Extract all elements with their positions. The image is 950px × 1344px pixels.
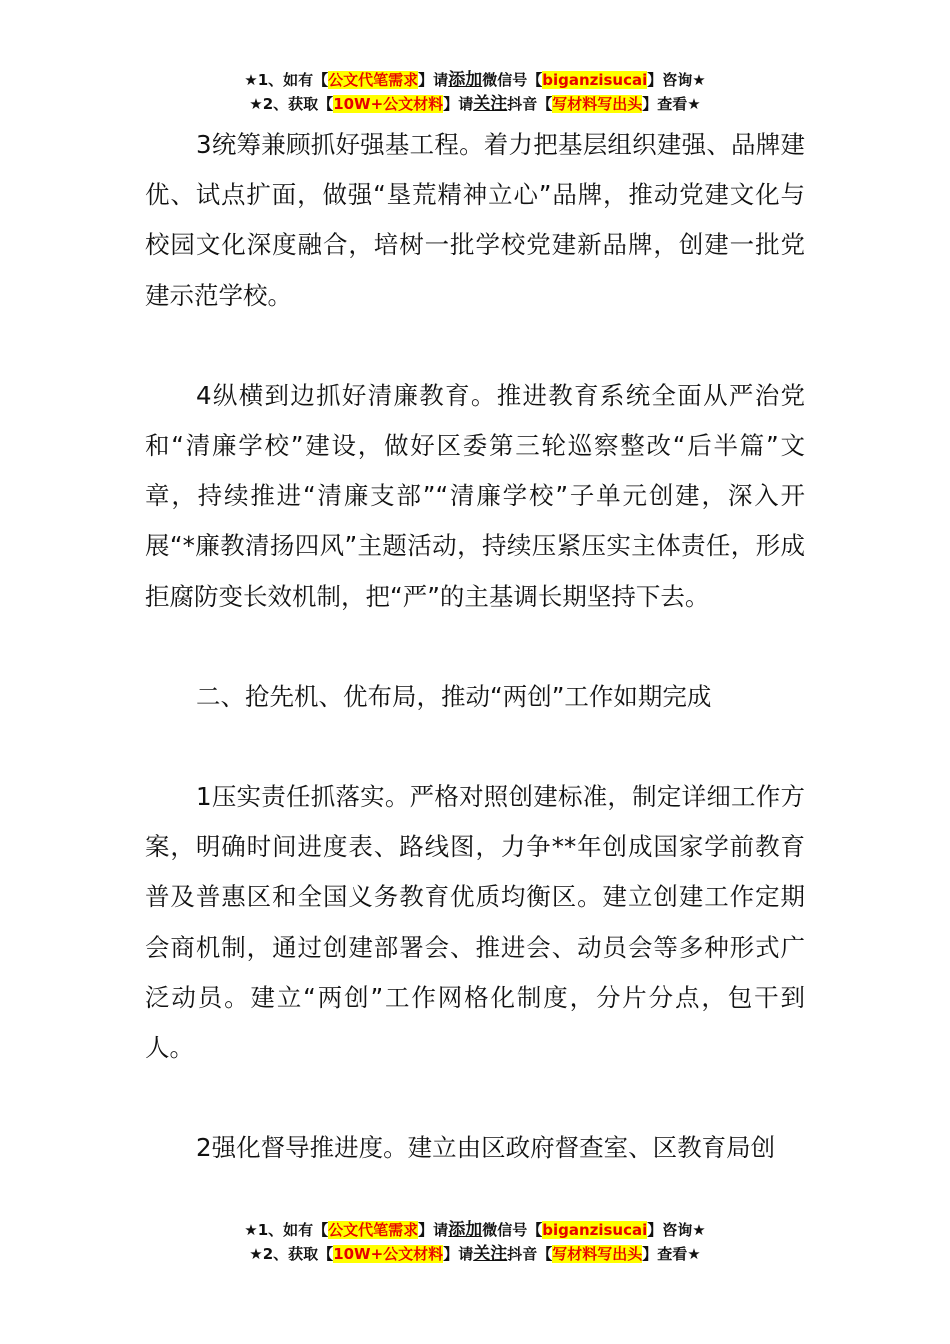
promo-text: 】咨询★ [647,1221,706,1239]
footer-promo-banner [0,1218,950,1266]
promo-line-1 [0,1218,950,1242]
promo-douyin-id: 写材料写出头 [552,1245,643,1263]
promo-text: ★2、获取【 [249,95,334,113]
promo-line-2 [0,92,950,116]
promo-text: 微信号【 [482,1221,543,1239]
promo-text: ★2、获取【 [249,1245,334,1263]
promo-highlight: 10W+公文材料 [333,95,444,113]
promo-underlined-text: 添加 [448,70,483,90]
section-heading: 二、抢先机、优布局，推动“两创”工作如期完成 [196,681,712,711]
promo-highlight: 公文代笔需求 [328,71,419,89]
promo-underlined-text: 关注 [473,1244,508,1264]
promo-line-2 [0,1242,950,1266]
promo-highlight: 公文代笔需求 [328,1221,419,1239]
promo-text: 抖音【 [507,1245,553,1263]
promo-wechat-id: biganzisucai [542,1221,648,1239]
promo-text: 抖音【 [507,95,553,113]
promo-text: 】咨询★ [647,71,706,89]
header-promo-banner [0,68,950,116]
promo-text: 】查看★ [642,1245,701,1263]
promo-highlight: 10W+公文材料 [333,1245,444,1263]
promo-text: 】查看★ [642,95,701,113]
promo-text: 】请 [418,71,449,89]
paragraph-clean-education: 4纵横到边抓好清廉教育。推进教育系统全面从严治党和“清廉学校”建设，做好区委第三轮巡察整改“后半篇”文章，持续推进“清廉支部”“清廉学校”子单元创建，深入开展“*廉教清扬四风”主题活动，持续压紧压实主体责任，形成拒腐防变长效机制，把“严”的主基调长期坚持下去。 [145,380,805,611]
promo-douyin-id: 写材料写出头 [552,95,643,113]
promo-text: ★1、如有【 [244,71,329,89]
promo-text: 】请 [443,1245,474,1263]
promo-text: 】请 [443,95,474,113]
document-body [145,120,805,1223]
promo-text: 】请 [418,1221,449,1239]
promo-line-1 [0,68,950,92]
promo-underlined-text: 关注 [473,94,508,114]
promo-underlined-text: 添加 [448,1220,483,1240]
paragraph-responsibility: 1压实责任抓落实。严格对照创建标准，制定详细工作方案，明确时间进度表、路线图，力争**年创成国家学前教育普及普惠区和全国义务教育优质均衡区。建立创建工作定期会商机制，通过创建部署会、推进会、动员会等多种形式广泛动员。建立“两创”工作网格化制度，分片分点，包干到人。 [145,782,805,1063]
promo-text: ★1、如有【 [244,1221,329,1239]
paragraph-supervision: 2强化督导推进度。建立由区政府督查室、区教育局创 [196,1133,776,1163]
paragraph-strengthen-base: 3统筹兼顾抓好强基工程。着力把基层组织建强、品牌建优、试点扩面，做强“垦荒精神立心”品牌，推动党建文化与校园文化深度融合，培树一批学校党建新品牌，创建一批党建示范学校。 [145,130,805,310]
promo-wechat-id: biganzisucai [542,71,648,89]
promo-text: 微信号【 [482,71,543,89]
